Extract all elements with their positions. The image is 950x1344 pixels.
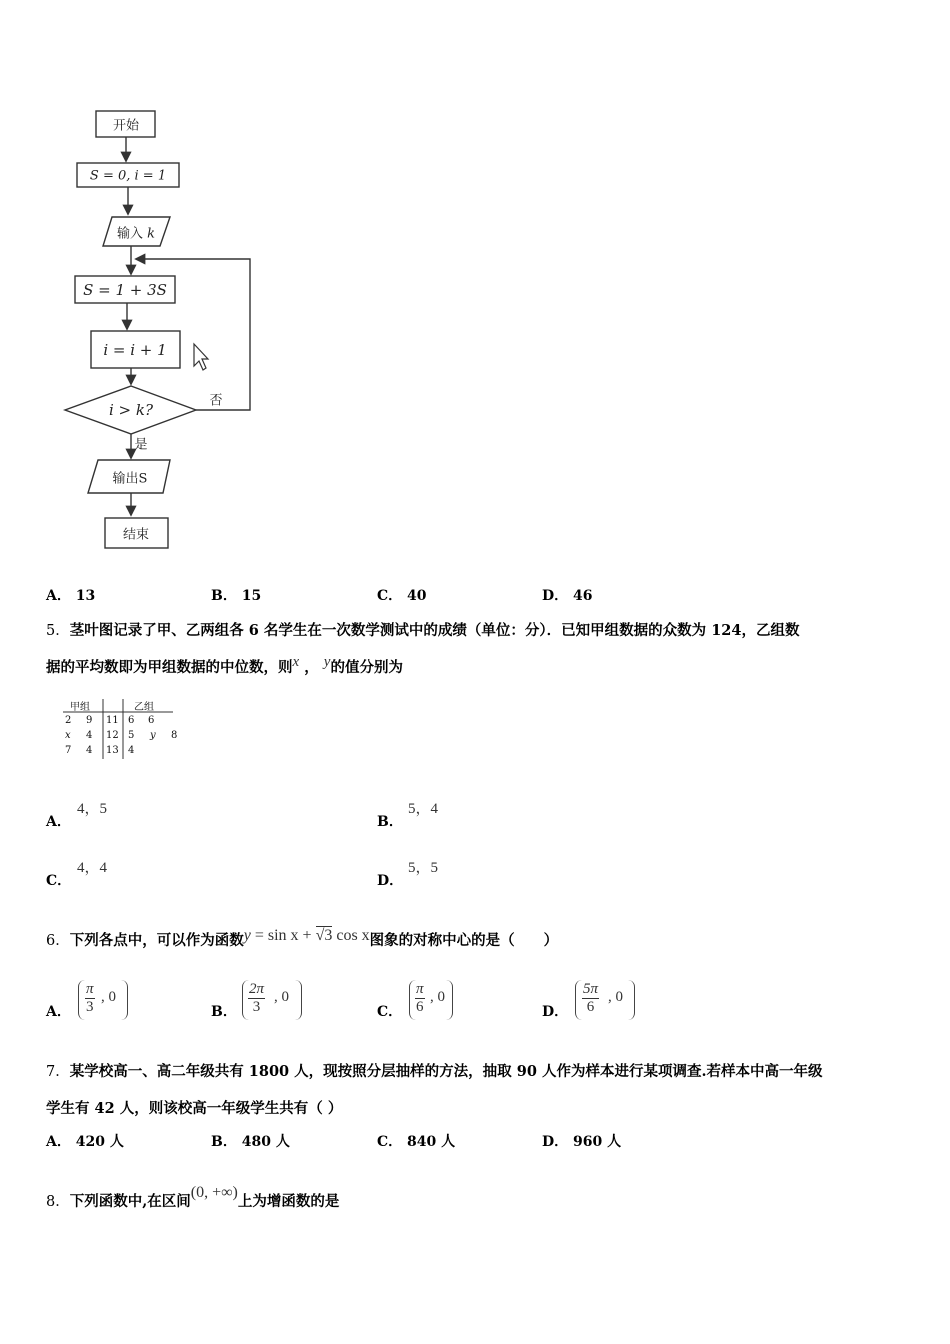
q7-option-a: A． 420 人 [46, 1134, 124, 1150]
q5-option-a-letter: A． [46, 814, 71, 830]
yes-label: 是 [134, 437, 148, 453]
leaf-left: 4 [86, 730, 93, 741]
init-label: S = 0, i = 1 [89, 168, 167, 184]
q6-option-a-frac: $\frac{\pi}{3}$ [86, 981, 94, 1015]
q4-option-b: B． 15 [211, 588, 262, 604]
flowchart-lines [0, 0, 300, 560]
assign-i-label: i = i + 1 [103, 341, 167, 359]
q5-option-c-letter: C． [46, 873, 72, 889]
start-label: 开始 [112, 118, 140, 134]
q5-option-b-value: 5，4 [408, 801, 439, 817]
q5-option-d-letter: D． [377, 873, 404, 889]
q4-option-a: A． 13 [46, 588, 96, 604]
q6-option-d-frac: $\frac{5\pi}{6}$ [583, 981, 599, 1015]
leaf-right: 6 [128, 715, 135, 726]
q8-interval: (0, +∞) [190, 1184, 238, 1201]
q6-option-b-tail: , 0 [274, 989, 289, 1005]
q5-option-d-value: 5，5 [408, 860, 439, 876]
q7-option-c: C． 840 人 [377, 1134, 456, 1150]
stem-leaf-header-left: 甲组 [70, 702, 90, 713]
mouse-cursor-icon [194, 344, 208, 370]
q6-option-b-letter: B． [211, 1004, 237, 1020]
leaf-left: 4 [86, 745, 93, 756]
input-label [117, 223, 155, 242]
stem-leaf-header-right: 乙组 [134, 702, 154, 713]
q5-option-c-value: 4，4 [77, 860, 108, 876]
q7-option-d: D． 960 人 [542, 1134, 622, 1150]
condition-label: i > k? [108, 401, 154, 419]
leaf-right: 8 [171, 730, 178, 741]
q6-option-c-letter: C． [377, 1004, 403, 1020]
flowchart [0, 0, 300, 560]
q6-option-a-letter: A． [46, 1004, 71, 1020]
no-label: 否 [209, 393, 223, 409]
q7-option-b: B． 480 人 [211, 1134, 290, 1150]
leaf-left: x [65, 730, 71, 741]
q8-line1: 8．下列函数中,在区间(0, +∞)上为增函数的是 [46, 1184, 340, 1210]
q7-line2: 学生有 42 人，则该校高一年级学生共有（ ） [46, 1100, 343, 1117]
q6-option-d-tail: , 0 [608, 989, 623, 1005]
input-var: k [147, 226, 156, 242]
leaf-right: 6 [148, 715, 155, 726]
leaf-left: 7 [65, 745, 72, 756]
q6-option-c-tail: , 0 [430, 989, 445, 1005]
q6-option-a-tail: , 0 [101, 989, 116, 1005]
leaf-left: 2 [65, 715, 72, 726]
leaf-right: y [150, 730, 156, 741]
leaf-right: 4 [128, 745, 135, 756]
q5-option-b-letter: B． [377, 814, 403, 830]
q4-option-d: D． 46 [542, 588, 593, 604]
leaf-right: 5 [128, 730, 135, 741]
q6-option-b-frac: $\frac{2\pi}{3}$ [249, 981, 265, 1015]
q6-option-d-letter: D． [542, 1004, 569, 1020]
stem: 13 [106, 745, 119, 756]
assign-s-label: S = 1 + 3S [83, 281, 167, 299]
q6-line1: 6．下列各点中，可以作为函数y = sin x + √3 cos x图象的对称中心的是（ ） [46, 927, 559, 949]
q5-line2: 据的平均数即为甲组数据的中位数，则x ， y的值分别为 [46, 654, 403, 676]
input-text: 输入 [116, 226, 143, 242]
stem-leaf-plot [58, 697, 188, 763]
q6-option-c-frac: $\frac{\pi}{6}$ [416, 981, 424, 1015]
q6-formula: y = sin x + √3 cos x [243, 927, 370, 944]
stem: 12 [106, 730, 119, 741]
q5-line1: 5．茎叶图记录了甲、乙两组各 6 名学生在一次数学测试中的成绩（单位：分）．已知甲组数据的众数为 124，乙组数 [46, 622, 800, 639]
leaf-left: 9 [86, 715, 93, 726]
q4-option-c: C． 40 [377, 588, 427, 604]
stem: 11 [106, 715, 119, 726]
q7-line1: 7．某学校高一、高二年级共有 1800 人，现按照分层抽样的方法，抽取 90 人作为样本进行某项调查.若样本中高一年级 [46, 1063, 823, 1080]
output-label: 输出S [112, 471, 148, 487]
end-label: 结束 [122, 527, 150, 543]
q5-option-a-value: 4，5 [77, 801, 108, 817]
